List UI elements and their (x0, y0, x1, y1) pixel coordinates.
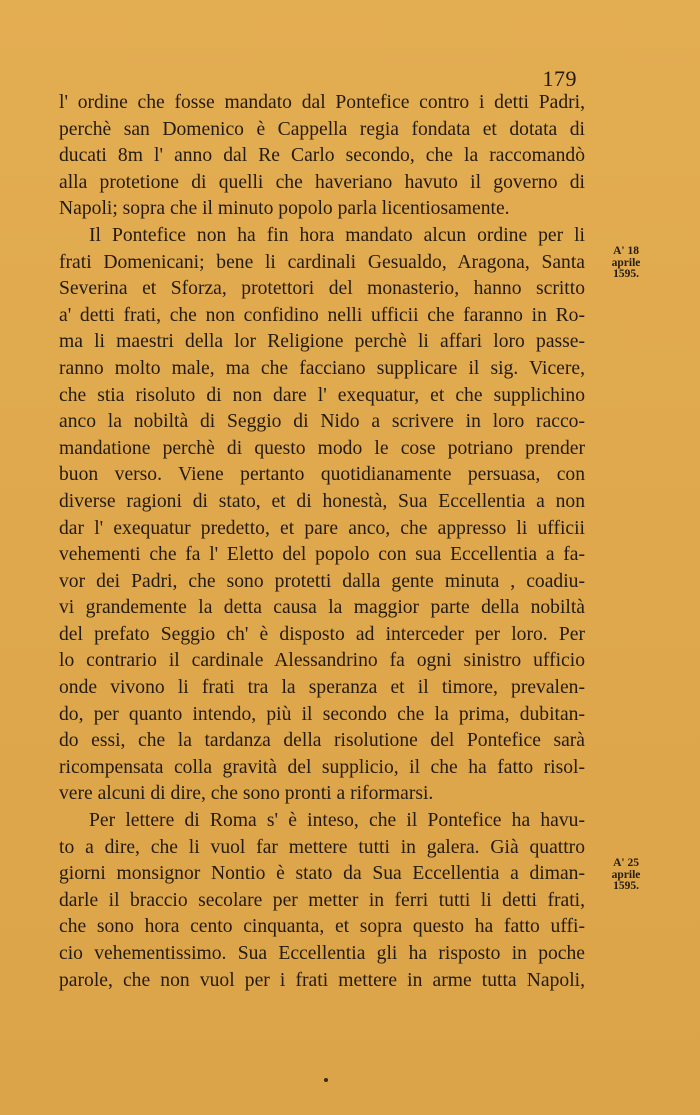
text-line: che sono hora cento cinquanta, et sopra questo ha fatto uffi- (59, 916, 585, 938)
text-line: parole, che non vuol per i frati mettere in arme tutta Napoli, (59, 969, 585, 991)
text-line: a' detti frati, che non confidino nelli ufficii che faranno in Ro- (59, 304, 585, 326)
text-line: Napoli; sopra che il minuto popolo parla licentiosamente. (59, 198, 510, 220)
text-line: ranno molto male, ma che facciano supplicare il sig. Vicere, (59, 357, 585, 379)
text-line: cio vehementissimo. Sua Eccellentia gli ha risposto in poche (59, 943, 585, 964)
text-line: perchè san Domenico è Cappella regia fondata et dotata di (59, 118, 585, 140)
text-line: mandatione perchè di questo modo le cose potriano prender (59, 437, 585, 459)
margin-note-date (598, 858, 654, 893)
text-line: diverse ragioni di stato, et di honestà, Sua Eccellentia a non (59, 490, 585, 512)
text-line: del prefato Seggio ch' è disposto ad interceder per loro. Per (59, 623, 585, 645)
text-line: ducati 8m l' anno dal Re Carlo secondo, che la raccomandò (59, 145, 585, 167)
text-line: dar l' exequatur predetto, et pare anco, che appresso li ufficii (59, 517, 585, 539)
text-line: vehementi che fa l' Eletto del popolo con sua Eccellentia a fa- (59, 544, 585, 566)
text-line: do, per quanto intendo, più il secondo che la prima, dubitan- (59, 703, 585, 725)
paragraph-2 (59, 223, 585, 808)
text-line: to a dire, che li vuol far mettere tutti in galera. Già quattro (59, 836, 585, 858)
text-line: l' ordine che fosse mandato dal Pontefice contro i detti Padri, (59, 92, 585, 113)
page-number: 179 (542, 66, 577, 91)
text-line: vere alcuni di dire, che sono pronti a riformarsi. (59, 783, 434, 805)
margin-note-month: aprile (611, 256, 641, 269)
text-line: lo contrario il cardinale Alessandrino fa ogni sinistro ufficio (59, 650, 585, 672)
text-line: do essi, che la tardanza della risolutione del Pontefice sarà (59, 730, 585, 752)
text-line: anco la nobiltà di Seggio di Nido a scrivere in loro racco- (59, 411, 585, 433)
margin-note-day: A' 18 (613, 245, 639, 257)
text-line: Il Pontefice non ha fin hora mandato alcun ordine per li (89, 224, 585, 246)
margin-note-date (598, 246, 654, 281)
margin-note-year: 1595. (613, 880, 639, 892)
margin-note-year: 1595. (613, 268, 639, 280)
margin-note-day: A' 25 (613, 857, 639, 869)
text-line: vor dei Padri, che sono protetti dalla gente minuta , coadiu- (59, 570, 585, 592)
text-line: Severina et Sforza, protettori del monasterio, hanno scritto (59, 278, 585, 300)
text-line: buon verso. Viene pertanto quotidianamente persuasa, con (59, 464, 585, 486)
text-line: vi grandemente la detta causa la maggior parte della nobiltà (59, 597, 585, 619)
text-line: che stia risoluto di non dare l' exequatur, et che supplichino (59, 384, 585, 406)
paragraph-1 (59, 90, 585, 223)
paragraph-3 (59, 808, 585, 994)
text-line: ma li maestri della lor Religione perchè li affari loro passe- (59, 331, 585, 353)
text-line: frati Domenicani; bene li cardinali Gesualdo, Aragona, Santa (59, 251, 585, 273)
print-mark-dot (324, 1078, 328, 1082)
text-line: Per lettere di Roma s' è inteso, che il Pontefice ha havu- (89, 810, 585, 832)
text-line: ricompensata colla gravità del supplicio, il che ha fatto risol- (59, 756, 585, 778)
text-line: darle il braccio secolare per metter in ferri tutti li detti frati, (59, 889, 585, 911)
text-line: alla protetione di quelli che haveriano havuto il governo di (59, 171, 585, 193)
text-line: giorni monsignor Nontio è stato da Sua Eccellentia a diman- (59, 863, 585, 885)
body-text (59, 90, 585, 994)
margin-note-month: aprile (611, 868, 641, 881)
text-line: onde vivono li frati tra la speranza et il timore, prevalen- (59, 677, 585, 699)
